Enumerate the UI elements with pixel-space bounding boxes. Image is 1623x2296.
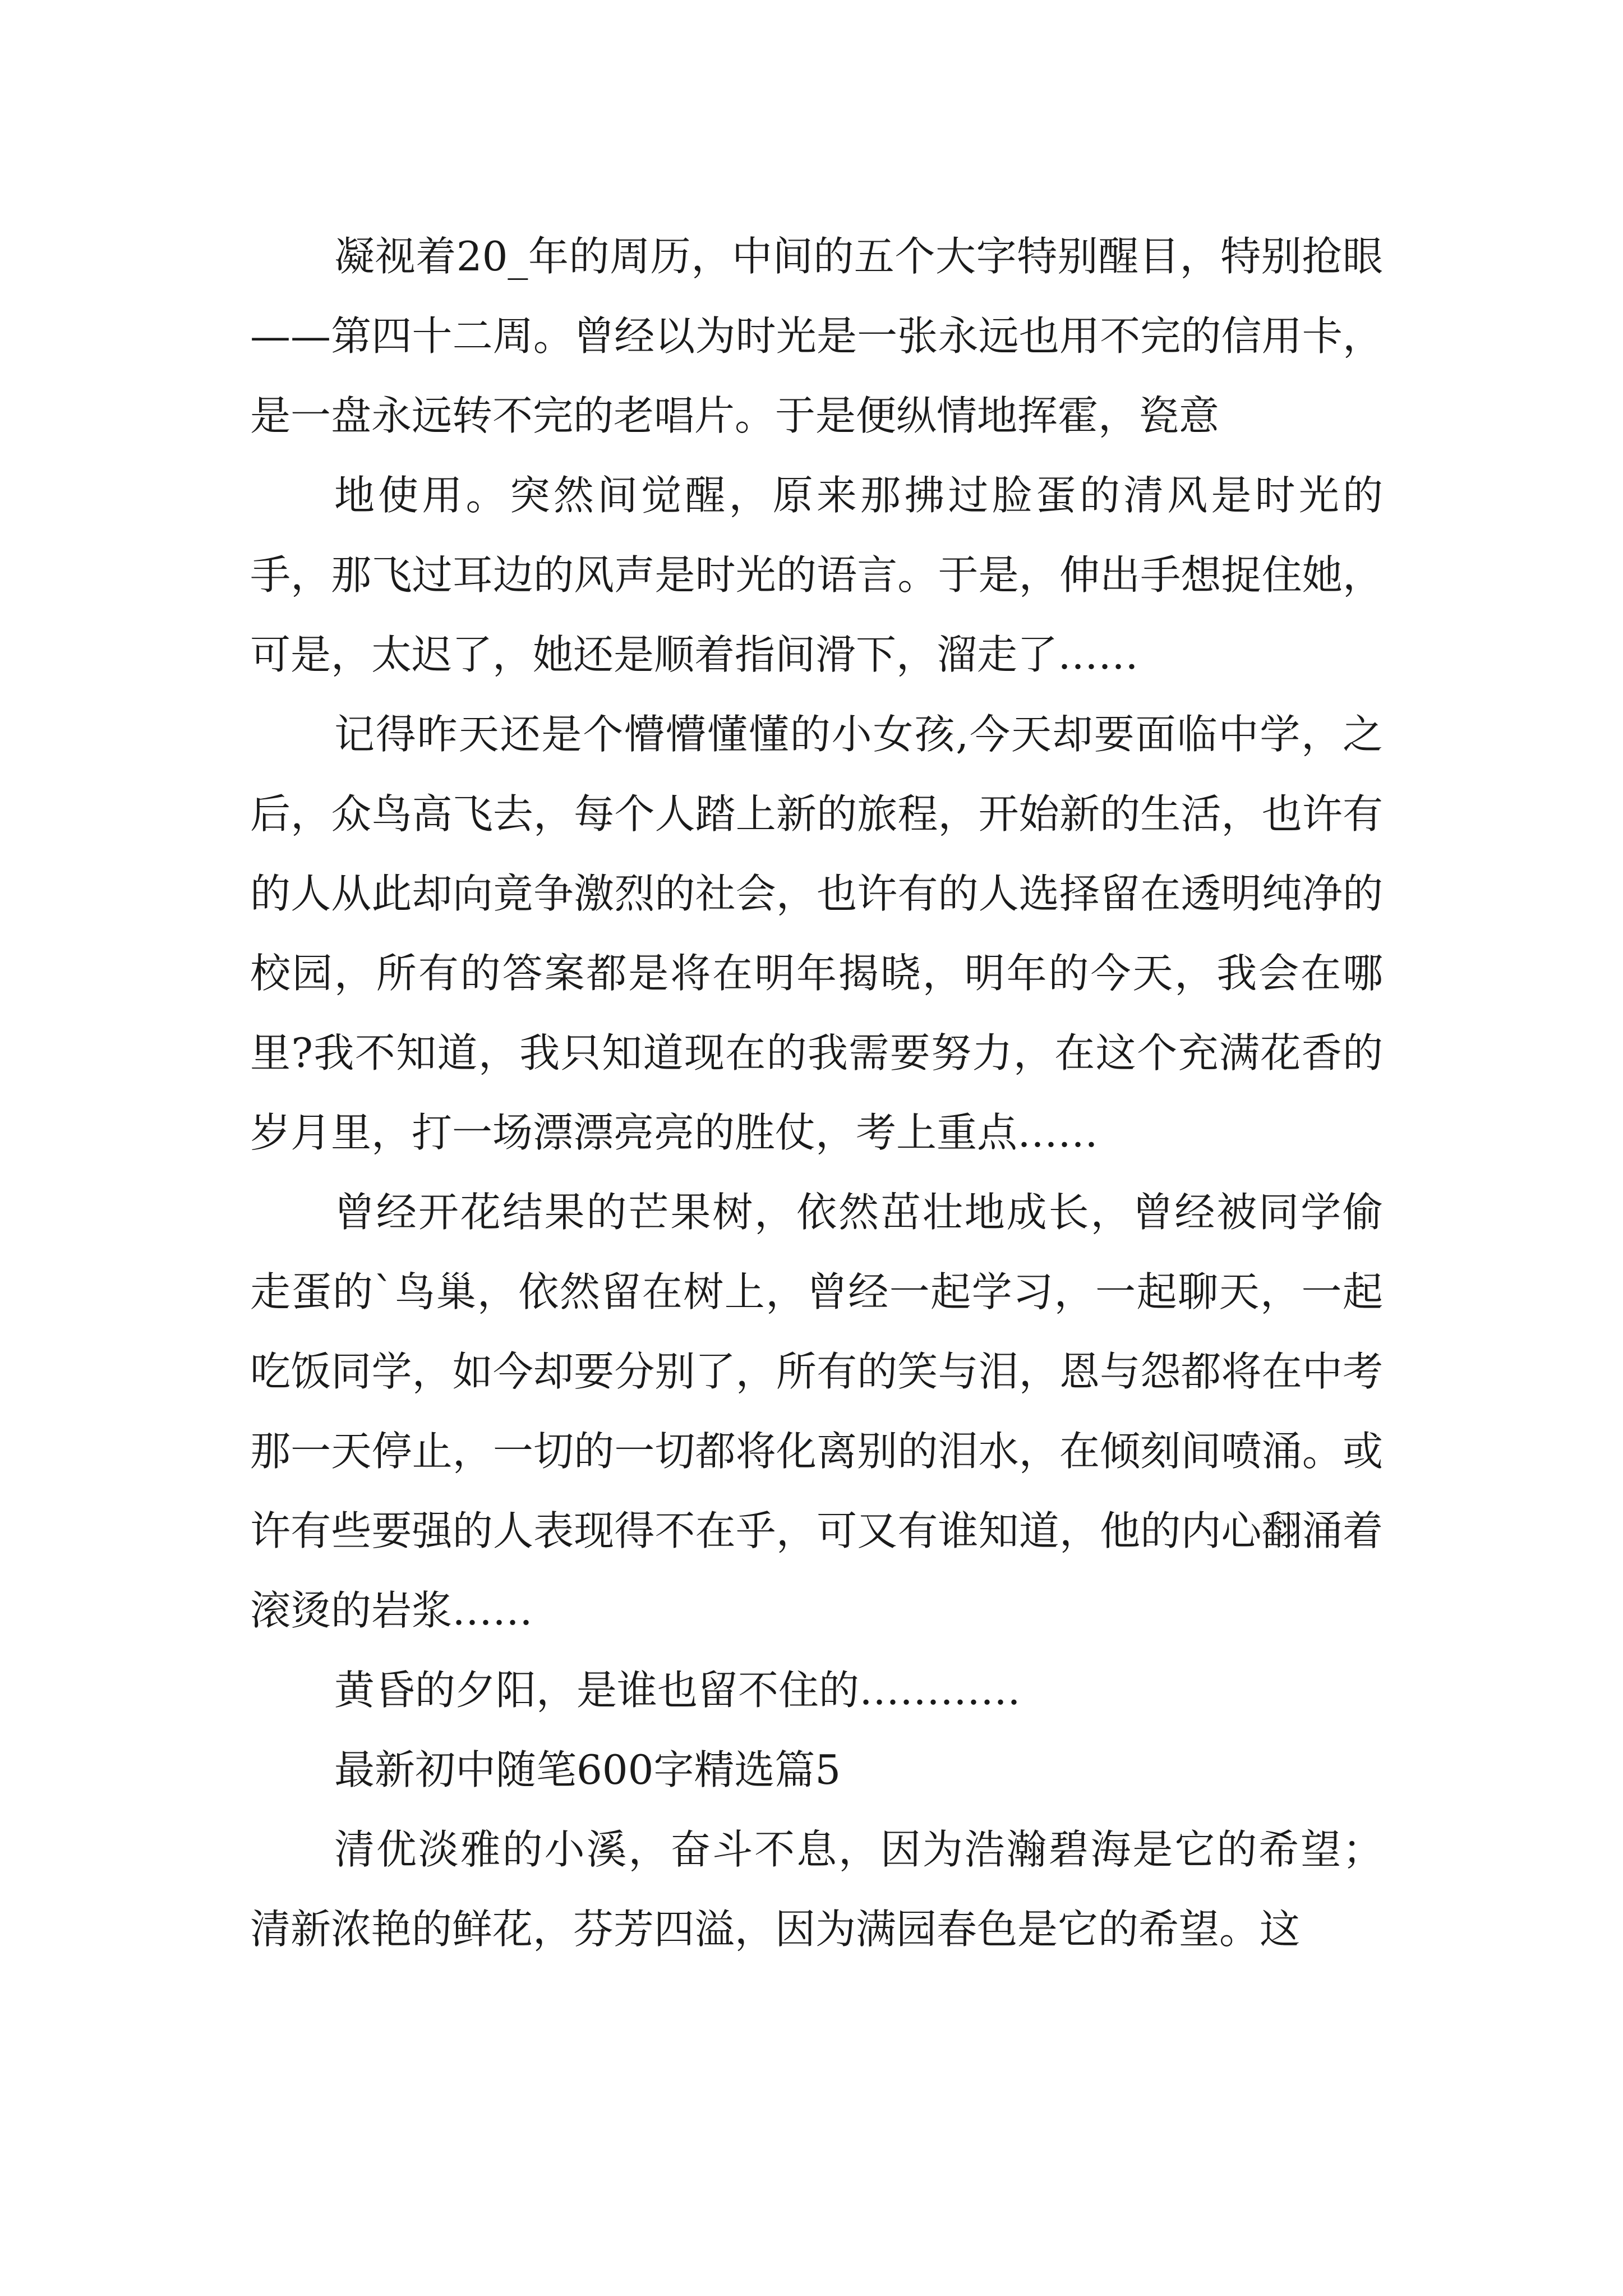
- paragraph-3: 记得昨天还是个懵懵懂懂的小女孩,今天却要面临中学，之后，众鸟高飞去，每个人踏上新的旅程，开始新的生活，也许有的人从此却向竟争激烈的社会，也许有的人选择留在透明纯净的校园，所有的答案都是将在明年揭晓，明年的今天，我会在哪里?我不知道，我只知道现在的我需要努力，在这个充满花香的岁月里，打一场漂漂亮亮的胜仗，考上重点……: [250, 711, 1383, 1156]
- paragraph-2: 地使用。突然间觉醒，原来那拂过脸蛋的清风是时光的手，那飞过耳边的风声是时光的语言。于是，伸出手想捉住她，可是，太迟了，她还是顺着指间滑下，溜走了……: [250, 472, 1383, 678]
- paragraph-4: 曾经开花结果的芒果树，依然茁壮地成长，曾经被同学偷走蛋的`鸟巢，依然留在树上，曾经一起学习，一起聊天，一起吃饭同学，如今却要分别了，所有的笑与泪，恩与怨都将在中考那一天停止，一切的一切都将化离别的泪水，在倾刻间喷涌。或许有些要强的人表现得不在乎，可又有谁知道，他的内心翻涌着滚烫的岩浆……: [250, 1189, 1383, 1634]
- section-heading: 最新初中随笔600字精选篇5: [334, 1746, 841, 1793]
- document-body: [250, 217, 1383, 1969]
- paragraph-1: 凝视着20_年的周历，中间的五个大字特别醒目，特别抢眼——第四十二周。曾经以为时光是一张永远也用不完的信用卡，是一盘永远转不完的老唱片。于是便纵情地挥霍，瓷意: [250, 233, 1383, 439]
- paragraph-5: 黄昏的夕阳，是谁也留不住的…………: [334, 1667, 1021, 1714]
- paragraph-6: 清优淡雅的小溪，奋斗不息，因为浩瀚碧海是它的希望；清新浓艳的鲜花，芬芳四溢，因为满园春色是它的希望。这: [250, 1826, 1383, 1953]
